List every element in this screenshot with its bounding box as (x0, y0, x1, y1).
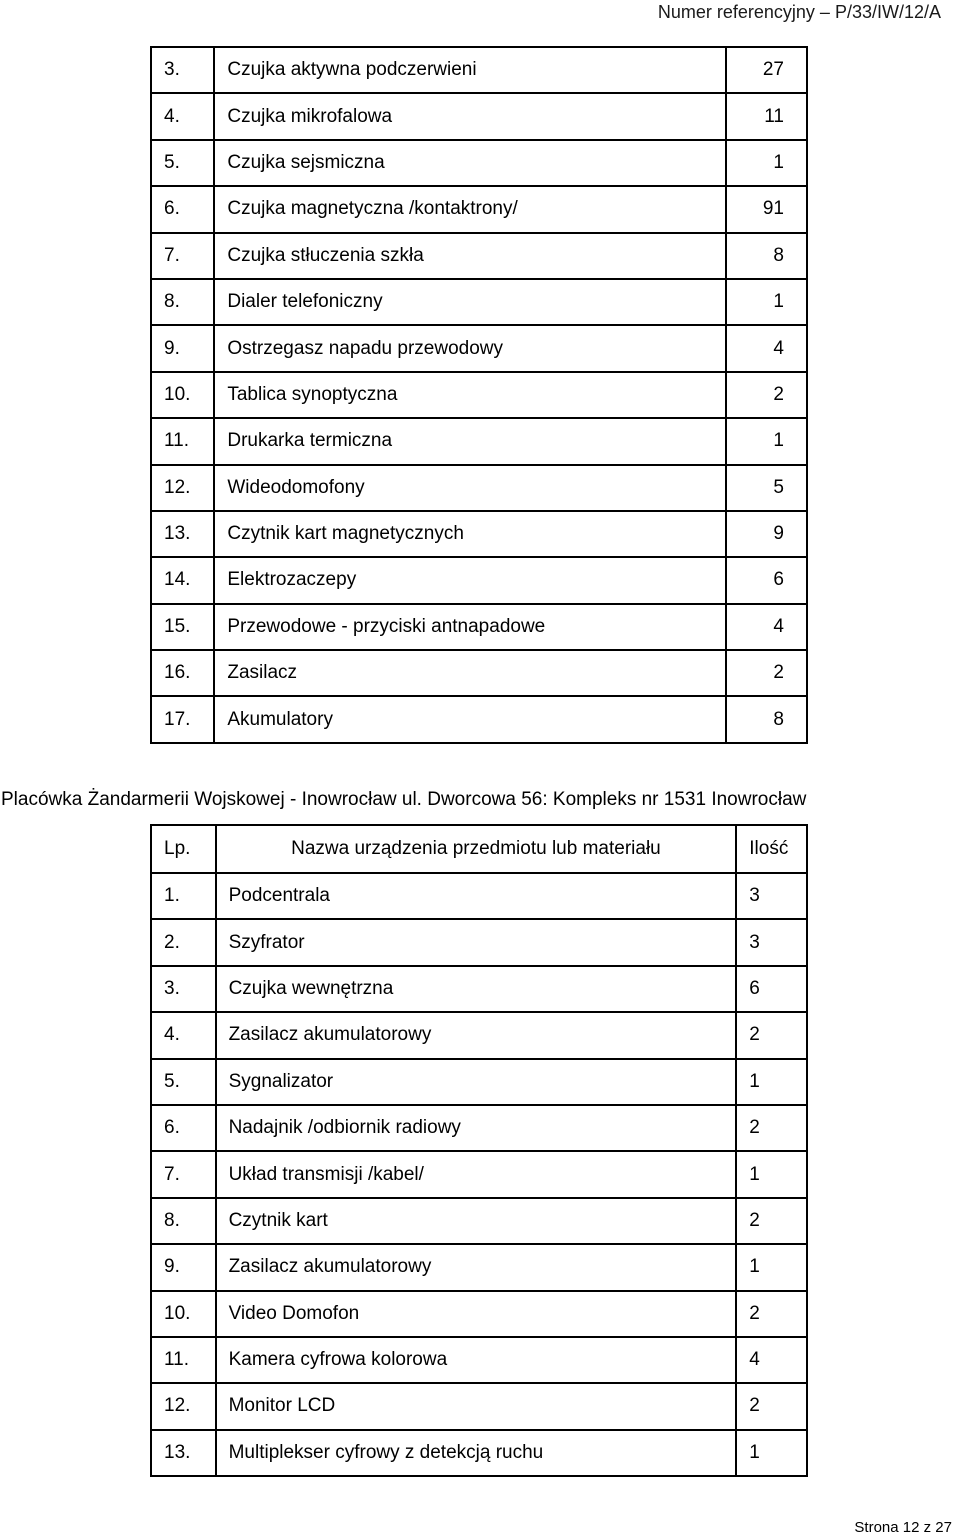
item-name: Ostrzegasz napadu przewodowy (214, 325, 725, 371)
section-caption: Placówka Żandarmerii Wojskowej - Inowrocław ul. Dworcowa 56: Kompleks nr 1531 Inowrocław (1, 789, 807, 810)
item-name: Czujka mikrofalowa (214, 93, 725, 139)
item-quantity: 4 (736, 1337, 807, 1383)
table-row (151, 604, 807, 650)
item-name: Czytnik kart magnetycznych (214, 511, 725, 557)
item-quantity: 2 (736, 1383, 807, 1429)
row-number: 4. (151, 93, 214, 139)
row-number: 12. (151, 1383, 216, 1429)
row-number: 13. (151, 511, 214, 557)
row-number: 8. (151, 279, 214, 325)
header-row (151, 825, 807, 873)
table-row (151, 557, 807, 603)
item-name: Podcentrala (216, 873, 737, 919)
table-row (151, 1151, 807, 1197)
table-body (151, 47, 807, 743)
row-number: 9. (151, 1244, 216, 1290)
table-row (151, 919, 807, 965)
row-number: 7. (151, 233, 214, 279)
page-number: Strona 12 z 27 (854, 1519, 952, 1536)
table-row (151, 418, 807, 464)
row-number: 16. (151, 650, 214, 696)
row-number: 5. (151, 1059, 216, 1105)
table-row (151, 93, 807, 139)
table-row (151, 1105, 807, 1151)
item-quantity: 2 (726, 650, 807, 696)
table-row (151, 966, 807, 1012)
item-quantity: 1 (736, 1430, 807, 1476)
row-number: 11. (151, 1337, 216, 1383)
item-name: Szyfrator (216, 919, 737, 965)
row-number: 17. (151, 696, 214, 742)
row-number: 5. (151, 140, 214, 186)
row-number: 9. (151, 325, 214, 371)
item-quantity: 1 (726, 279, 807, 325)
row-number: 7. (151, 1151, 216, 1197)
item-quantity: 27 (726, 47, 807, 93)
table-row (151, 140, 807, 186)
reference-number: Numer referencyjny – P/33/IW/12/A (657, 2, 941, 22)
item-name: Czujka sejsmiczna (214, 140, 725, 186)
table-row (151, 1337, 807, 1383)
item-name: Nadajnik /odbiornik radiowy (216, 1105, 737, 1151)
item-quantity: 2 (736, 1291, 807, 1337)
row-number: 6. (151, 1105, 216, 1151)
item-name: Zasilacz akumulatorowy (216, 1012, 737, 1058)
item-quantity: 6 (736, 966, 807, 1012)
item-name: Czytnik kart (216, 1198, 737, 1244)
item-quantity: 2 (726, 372, 807, 418)
item-name: Akumulatory (214, 696, 725, 742)
item-name: Video Domofon (216, 1291, 737, 1337)
table-row (151, 465, 807, 511)
item-quantity: 5 (726, 465, 807, 511)
item-quantity: 4 (726, 604, 807, 650)
row-number: 14. (151, 557, 214, 603)
table-row (151, 325, 807, 371)
item-name: Czujka aktywna podczerwieni (214, 47, 725, 93)
table-row (151, 1198, 807, 1244)
item-quantity: 6 (726, 557, 807, 603)
item-quantity: 4 (726, 325, 807, 371)
item-quantity: 91 (726, 186, 807, 232)
item-quantity: 8 (726, 233, 807, 279)
table-row (151, 279, 807, 325)
row-number: 8. (151, 1198, 216, 1244)
item-quantity: 1 (736, 1244, 807, 1290)
item-name: Czujka wewnętrzna (216, 966, 737, 1012)
table-row (151, 233, 807, 279)
item-quantity: 2 (736, 1012, 807, 1058)
item-name: Multiplekser cyfrowy z detekcją ruchu (216, 1430, 737, 1476)
item-quantity: 1 (736, 1151, 807, 1197)
row-number: 6. (151, 186, 214, 232)
item-quantity: 2 (736, 1198, 807, 1244)
item-quantity: 3 (736, 919, 807, 965)
row-number: 4. (151, 1012, 216, 1058)
row-number: 13. (151, 1430, 216, 1476)
item-quantity: 2 (736, 1105, 807, 1151)
table-row (151, 186, 807, 232)
item-name: Wideodomofony (214, 465, 725, 511)
row-number: 3. (151, 47, 214, 93)
table-row (151, 47, 807, 93)
column-header-lp: Lp. (151, 825, 216, 873)
row-number: 3. (151, 966, 216, 1012)
item-quantity: 3 (736, 873, 807, 919)
item-quantity: 1 (726, 140, 807, 186)
row-number: 1. (151, 873, 216, 919)
table-row (151, 1291, 807, 1337)
row-number: 10. (151, 372, 214, 418)
table-row (151, 1012, 807, 1058)
item-name: Zasilacz akumulatorowy (216, 1244, 737, 1290)
item-name: Zasilacz (214, 650, 725, 696)
item-name: Kamera cyfrowa kolorowa (216, 1337, 737, 1383)
table-row (151, 1059, 807, 1105)
table-header (151, 825, 807, 873)
row-number: 12. (151, 465, 214, 511)
table-row (151, 696, 807, 742)
table-row (151, 873, 807, 919)
item-quantity: 8 (726, 696, 807, 742)
item-name: Dialer telefoniczny (214, 279, 725, 325)
table-row (151, 372, 807, 418)
item-name: Czujka magnetyczna /kontaktrony/ (214, 186, 725, 232)
item-name: Układ transmisji /kabel/ (216, 1151, 737, 1197)
equipment-table-inowroclaw (150, 824, 808, 1477)
item-name: Drukarka termiczna (214, 418, 725, 464)
item-quantity: 1 (726, 418, 807, 464)
item-name: Monitor LCD (216, 1383, 737, 1429)
row-number: 10. (151, 1291, 216, 1337)
equipment-table-continued (150, 46, 808, 744)
table-row (151, 650, 807, 696)
column-header-name: Nazwa urządzenia przedmiotu lub materiału (216, 825, 737, 873)
item-name: Sygnalizator (216, 1059, 737, 1105)
table-row (151, 511, 807, 557)
column-header-quantity: Ilość (736, 825, 807, 873)
item-name: Czujka stłuczenia szkła (214, 233, 725, 279)
table-row (151, 1244, 807, 1290)
item-quantity: 9 (726, 511, 807, 557)
item-name: Elektrozaczepy (214, 557, 725, 603)
item-name: Tablica synoptyczna (214, 372, 725, 418)
item-quantity: 1 (736, 1059, 807, 1105)
row-number: 11. (151, 418, 214, 464)
item-name: Przewodowe - przyciski antnapadowe (214, 604, 725, 650)
row-number: 15. (151, 604, 214, 650)
table-body (151, 873, 807, 1476)
row-number: 2. (151, 919, 216, 965)
item-quantity: 11 (726, 93, 807, 139)
table-row (151, 1383, 807, 1429)
table-row (151, 1430, 807, 1476)
